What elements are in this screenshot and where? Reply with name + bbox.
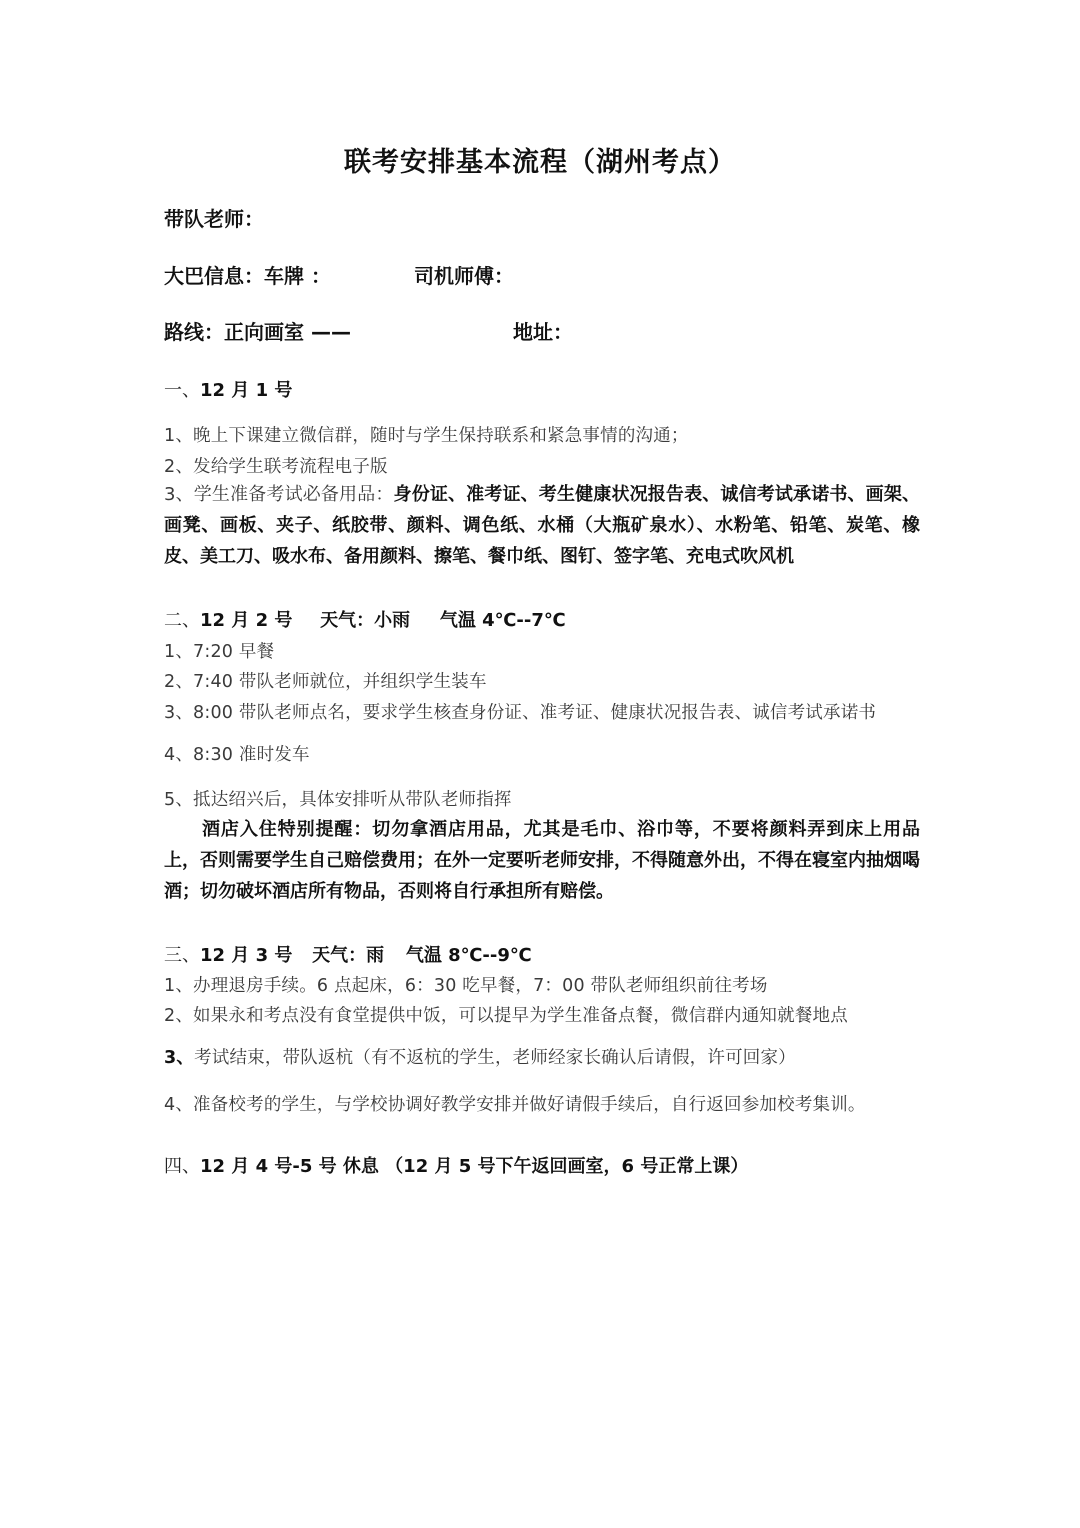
section2-item5: 5、抵达绍兴后，具体安排听从带队老师指挥 <box>164 790 512 810</box>
section1-item3-prefix: 3、学生准备考试必备用品： <box>164 484 394 505</box>
section2-prefix: 二、 <box>164 610 200 631</box>
section3-heading <box>164 941 532 967</box>
section3-prefix: 三、 <box>164 945 200 966</box>
driver-field: 司机师傅： <box>414 264 514 288</box>
section2-date: 12 月 2 号 <box>200 610 293 631</box>
section3-item4: 4、准备校考的学生，与学校协调好教学安排并做好请假手续后，自行返回参加校考集训。 <box>164 1095 866 1115</box>
section3-item2: 2、如果永和考点没有食堂提供中饭，可以提早为学生准备点餐，微信群内通知就餐地点 <box>164 1006 848 1026</box>
section1-date: 12 月 1 号 <box>200 380 293 401</box>
section2-heading <box>164 606 566 632</box>
section1-item3 <box>164 479 920 572</box>
section1-item3-supplies: 身份证、准考证、考生健康状况报告表、诚信考试承诺书、画架、画凳、画板、夹子、纸胶带、颜料、调色纸、水桶（大瓶矿泉水）、水粉笔、铅笔、炭笔、橡皮、美工刀、吸水布、备用颜料、擦笔、餐巾纸、图钉、签字笔、充电式吹风机 <box>164 484 920 567</box>
section3-temp: 气温 8℃--9℃ <box>405 945 532 966</box>
section2-temp: 气温 4℃--7℃ <box>439 610 566 631</box>
section1-item1: 1、晚上下课建立微信群，随时与学生保持联系和紧急事情的沟通； <box>164 426 689 446</box>
section4-heading <box>164 1152 748 1178</box>
leader-field: 带队老师： <box>164 207 264 231</box>
page-title: 联考安排基本流程（湖州考点） <box>344 147 736 178</box>
hotel-notice: 酒店入住特别提醒：切勿拿酒店用品，尤其是毛巾、浴巾等，不要将颜料弄到床上用品上，否则需要学生自己赔偿费用；在外一定要听老师安排，不得随意外出，不得在寝室内抽烟喝酒；切勿破坏酒店所有物品，否则将自行承担所有赔偿。 <box>164 819 920 902</box>
section3-item3-num: 3、 <box>164 1048 195 1068</box>
section2-weather: 天气：小雨 <box>320 610 411 631</box>
section3-weather: 天气：雨 <box>312 945 385 966</box>
section1-prefix: 一、 <box>164 380 200 401</box>
section2-item1: 1、7:20 早餐 <box>164 642 275 662</box>
section3-item3-text: 考试结束，带队返杭（有不返杭的学生，老师经家长确认后请假，许可回家） <box>194 1048 796 1068</box>
section3-item1: 1、办理退房手续。6 点起床，6：30 吃早餐，7：00 带队老师组织前往考场 <box>164 976 768 996</box>
section2-item2: 2、7:40 带队老师就位，并组织学生装车 <box>164 672 487 692</box>
bus-field: 大巴信息：车牌 ： <box>164 264 331 288</box>
section2-item3: 3、8:00 带队老师点名，要求学生核查身份证、准考证、健康状况报告表、诚信考试承诺书 <box>164 703 877 723</box>
address-field: 地址： <box>513 320 573 344</box>
section3-item3 <box>164 1044 796 1069</box>
section4-text: 12 月 4 号-5 号 休息 （12 月 5 号下午返回画室，6 号正常上课） <box>200 1156 749 1177</box>
section1-item2: 2、发给学生联考流程电子版 <box>164 457 388 477</box>
section4-prefix: 四、 <box>164 1156 200 1177</box>
section1-heading <box>164 376 292 402</box>
route-field: 路线：正向画室 —— <box>164 320 351 344</box>
section3-date: 12 月 3 号 <box>200 945 293 966</box>
section2-item4: 4、8:30 准时发车 <box>164 745 310 765</box>
